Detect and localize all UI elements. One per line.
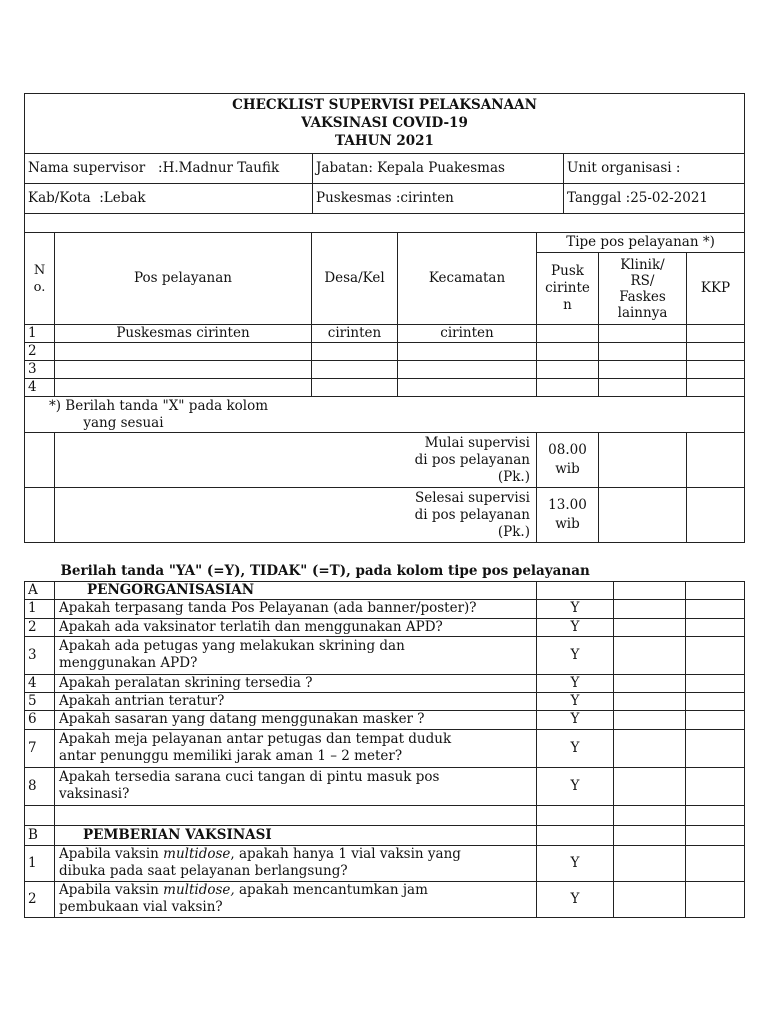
blank-cell	[687, 433, 745, 488]
checklist-item	[25, 618, 745, 636]
item-question: Apakah ada petugas yang melakukan skrining dan menggunakan APD?	[55, 636, 537, 674]
item-question: Apakah antrian teratur?	[55, 692, 537, 710]
col-tipe-header: Tipe pos pelayanan *)	[537, 233, 745, 253]
checklist-item	[25, 636, 745, 674]
question-emphasis: multidose	[163, 846, 231, 862]
blank-cell	[614, 692, 686, 710]
item-no: 7	[25, 729, 55, 767]
blank-cell	[686, 805, 745, 825]
blank-cell	[25, 488, 55, 543]
row-no: 1	[25, 325, 55, 343]
kabkota-field: Kab/Kota :Lebak	[25, 184, 313, 214]
checklist-table	[24, 543, 745, 918]
row-kkp	[687, 343, 745, 361]
blank-cell	[55, 805, 537, 825]
row-klinik	[599, 361, 687, 379]
item-question	[55, 845, 537, 881]
title-line-1: CHECKLIST SUPERVISI PELAKSANAAN	[232, 97, 537, 113]
checklist-item	[25, 881, 745, 917]
row-no: 4	[25, 379, 55, 397]
item-answer: Y	[537, 710, 614, 729]
row-klinik	[599, 343, 687, 361]
blank-cell	[614, 729, 686, 767]
checklist-item	[25, 710, 745, 729]
blank-cell	[686, 599, 745, 618]
row-no: 2	[25, 343, 55, 361]
item-no: 6	[25, 710, 55, 729]
checklist-item	[25, 599, 745, 618]
blank-cell	[686, 881, 745, 917]
item-answer: Y	[537, 674, 614, 692]
pos-pelayanan-table	[24, 232, 745, 543]
question-text: Apabila vaksin	[59, 882, 164, 898]
col-pusk-header: Pusk cirinte n	[537, 253, 599, 325]
checklist-sheet	[24, 93, 744, 918]
item-answer: Y	[537, 618, 614, 636]
item-no: 4	[25, 674, 55, 692]
item-question: Apakah peralatan skrining tersedia ?	[55, 674, 537, 692]
checklist-item	[25, 767, 745, 805]
unit-field: Unit organisasi :	[564, 154, 745, 184]
blank-cell	[614, 710, 686, 729]
row-kkp	[687, 325, 745, 343]
item-question: Apakah meja pelayanan antar petugas dan tempat duduk antar penunggu memiliki jarak aman 1 – 2 meter?	[55, 729, 537, 767]
col-no-header: N o.	[25, 233, 55, 325]
item-no: 2	[25, 881, 55, 917]
blank-cell	[614, 599, 686, 618]
row-kecamatan	[398, 343, 537, 361]
row-klinik	[599, 325, 687, 343]
question-text: , apakah hanya 1 vial vaksin yang dibuka pada saat pelayanan berlangsung?	[59, 846, 461, 879]
jabatan-field: Jabatan: Kepala Puakesmas	[313, 154, 564, 184]
blank-cell	[614, 825, 686, 845]
item-question: Apakah tersedia sarana cuci tangan di pintu masuk pos vaksinasi?	[55, 767, 537, 805]
col-kkp-header: KKP	[687, 253, 745, 325]
col-klinik-header: Klinik/ RS/ Faskes lainnya	[599, 253, 687, 325]
row-desa: cirinten	[312, 325, 398, 343]
col-desa-header: Desa/Kel	[312, 233, 398, 325]
row-kecamatan: cirinten	[398, 325, 537, 343]
section-b-title: PEMBERIAN VAKSINASI	[55, 825, 537, 845]
row-pusk	[537, 325, 599, 343]
table-row	[25, 379, 745, 397]
row-pos: Puskesmas cirinten	[55, 325, 312, 343]
item-no: 3	[25, 636, 55, 674]
item-no: 1	[25, 599, 55, 618]
row-desa	[312, 361, 398, 379]
row-kecamatan	[398, 379, 537, 397]
col-kecamatan-header: Kecamatan	[398, 233, 537, 325]
table-row	[25, 343, 745, 361]
blank-cell	[614, 674, 686, 692]
item-question: Apakah terpasang tanda Pos Pelayanan (ada banner/poster)?	[55, 599, 537, 618]
tanggal-field: Tanggal :25-02-2021	[564, 184, 745, 214]
item-answer: Y	[537, 692, 614, 710]
spacer-row	[25, 214, 745, 233]
blank-cell	[686, 692, 745, 710]
item-no: 5	[25, 692, 55, 710]
row-pusk	[537, 343, 599, 361]
row-pos	[55, 343, 312, 361]
blank-cell	[537, 805, 614, 825]
checklist-instruction: Berilah tanda "YA" (=Y), TIDAK" (=T), pada kolom tipe pos pelayanan	[25, 543, 745, 581]
item-question	[55, 881, 537, 917]
selesai-supervisi-value: 13.00 wib	[537, 488, 599, 543]
section-a-letter: A	[25, 581, 55, 599]
blank-cell	[614, 581, 686, 599]
item-answer: Y	[537, 881, 614, 917]
blank-cell	[614, 618, 686, 636]
document-title	[25, 94, 745, 154]
blank-cell	[686, 581, 745, 599]
blank-cell	[686, 729, 745, 767]
blank-cell	[686, 845, 745, 881]
question-emphasis: multidose,	[163, 882, 235, 898]
blank-cell	[537, 581, 614, 599]
title-line-3: TAHUN 2021	[335, 133, 434, 149]
blank-cell	[614, 805, 686, 825]
selesai-supervisi-label: Selesai supervisi di pos pelayanan (Pk.)	[55, 488, 537, 543]
question-text: apakah mencantumkan jam pembukaan vial vaksin?	[59, 882, 428, 915]
title-line-2: VAKSINASI COVID-19	[301, 115, 468, 131]
blank-cell	[614, 636, 686, 674]
item-answer: Y	[537, 599, 614, 618]
section-b-letter: B	[25, 825, 55, 845]
row-pos	[55, 361, 312, 379]
blank-cell	[599, 433, 687, 488]
header-table	[24, 93, 745, 233]
question-text: Apabila vaksin	[59, 846, 164, 862]
row-pos	[55, 379, 312, 397]
supervisor-field: Nama supervisor :H.Madnur Taufik	[25, 154, 313, 184]
row-no: 3	[25, 361, 55, 379]
item-question: Apakah ada vaksinator terlatih dan menggunakan APD?	[55, 618, 537, 636]
item-no: 2	[25, 618, 55, 636]
item-question: Apakah sasaran yang datang menggunakan masker ?	[55, 710, 537, 729]
tipe-note: *) Berilah tanda "X" pada kolom yang sesuai	[25, 397, 745, 433]
table-row	[25, 361, 745, 379]
blank-cell	[614, 881, 686, 917]
row-pusk	[537, 379, 599, 397]
blank-cell	[25, 433, 55, 488]
blank-cell	[687, 488, 745, 543]
item-no: 1	[25, 845, 55, 881]
row-kecamatan	[398, 361, 537, 379]
item-answer: Y	[537, 636, 614, 674]
blank-cell	[686, 710, 745, 729]
blank-cell	[686, 618, 745, 636]
row-kkp	[687, 361, 745, 379]
mulai-supervisi-value: 08.00 wib	[537, 433, 599, 488]
blank-cell	[686, 636, 745, 674]
item-answer: Y	[537, 767, 614, 805]
checklist-item	[25, 729, 745, 767]
item-answer: Y	[537, 845, 614, 881]
row-klinik	[599, 379, 687, 397]
blank-cell	[614, 767, 686, 805]
checklist-item	[25, 674, 745, 692]
blank-cell	[686, 767, 745, 805]
item-answer: Y	[537, 729, 614, 767]
blank-cell	[686, 674, 745, 692]
blank-cell	[25, 805, 55, 825]
row-pusk	[537, 361, 599, 379]
blank-cell	[537, 825, 614, 845]
item-no: 8	[25, 767, 55, 805]
row-desa	[312, 379, 398, 397]
checklist-item	[25, 845, 745, 881]
checklist-item	[25, 692, 745, 710]
row-kkp	[687, 379, 745, 397]
section-a-title: PENGORGANISASIAN	[55, 581, 537, 599]
blank-cell	[686, 825, 745, 845]
puskesmas-field: Puskesmas :cirinten	[313, 184, 564, 214]
blank-cell	[599, 488, 687, 543]
col-pos-header: Pos pelayanan	[55, 233, 312, 325]
table-row	[25, 325, 745, 343]
mulai-supervisi-label: Mulai supervisi di pos pelayanan (Pk.)	[55, 433, 537, 488]
row-desa	[312, 343, 398, 361]
blank-cell	[614, 845, 686, 881]
